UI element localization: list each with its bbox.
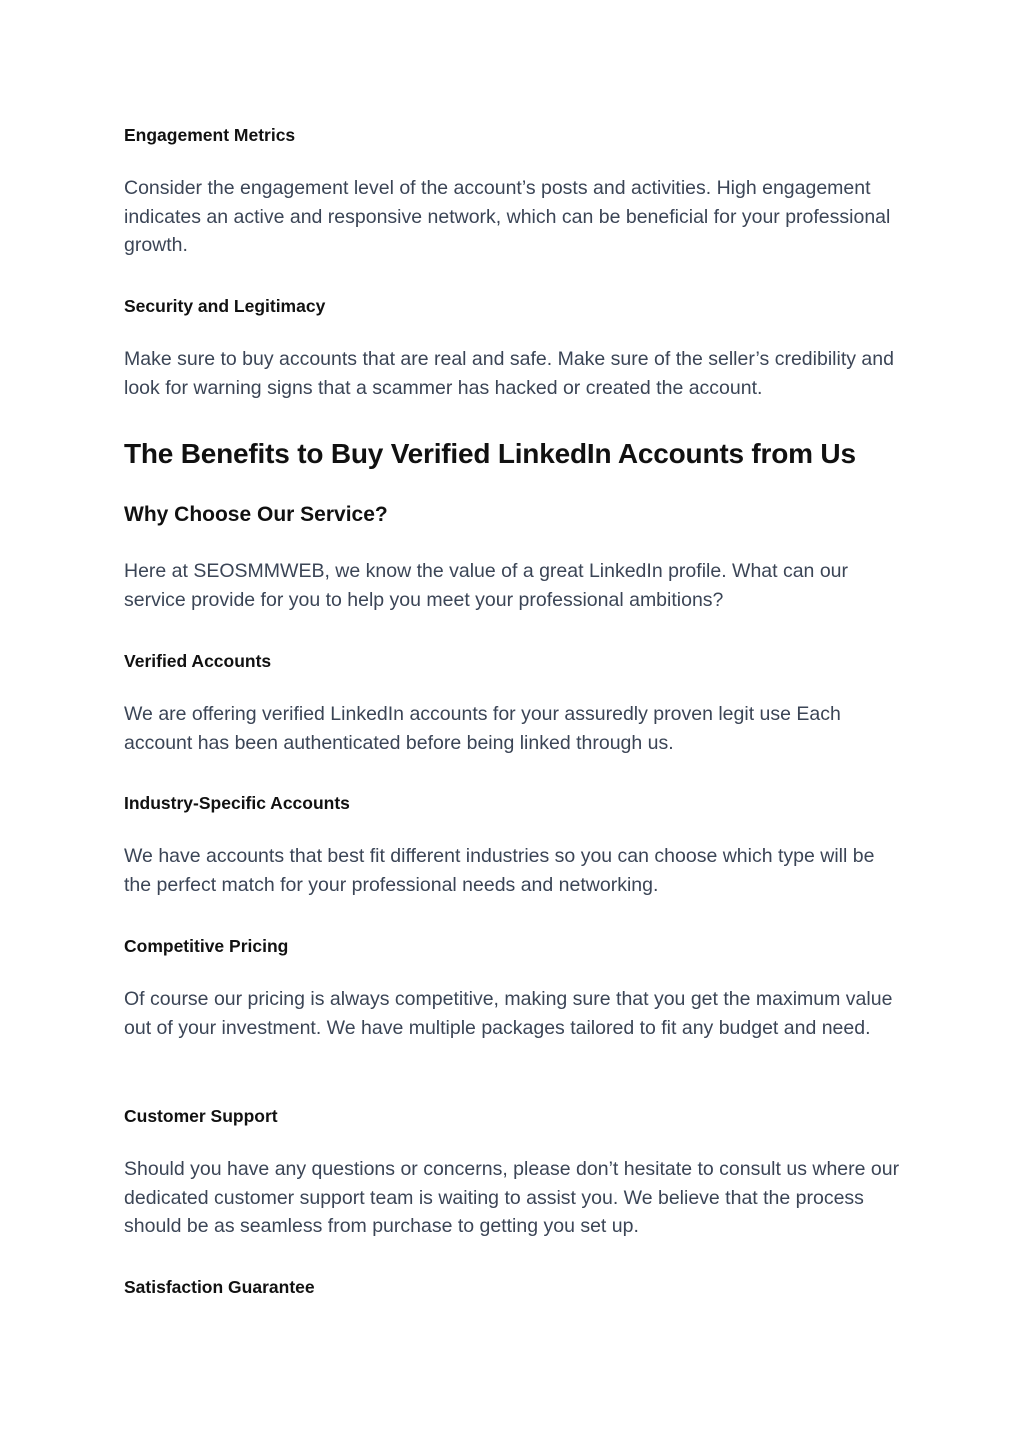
verified-accounts-heading: Verified Accounts (124, 651, 272, 671)
engagement-metrics-heading: Engagement Metrics (124, 125, 296, 145)
industry-accounts-paragraph: We have accounts that best fit different industries so you can choose which type will be the perfect match for your professional needs and networking. (124, 845, 875, 896)
verified-accounts-paragraph: We are offering verified LinkedIn accounts for your assuredly proven legit use Each account has been authenticated before being linked through us. (124, 703, 841, 754)
customer-support-paragraph: Should you have any questions or concerns, please don’t hesitate to consult us where our dedicated customer support team is waiting to assist you. We believe that the process should be as seamless from purchase to getting you set up. (124, 1158, 900, 1237)
satisfaction-guarantee-heading: Satisfaction Guarantee (124, 1277, 315, 1297)
competitive-pricing-heading: Competitive Pricing (124, 936, 289, 956)
benefits-heading: The Benefits to Buy Verified LinkedIn Accounts from Us (124, 438, 856, 469)
customer-support-heading: Customer Support (124, 1106, 278, 1126)
competitive-pricing-paragraph: Of course our pricing is always competitive, making sure that you get the maximum value out of your investment. We have multiple packages tailored to fit any budget and need. (124, 988, 893, 1039)
security-legitimacy-heading: Security and Legitimacy (124, 296, 326, 316)
engagement-metrics-paragraph: Consider the engagement level of the account’s posts and activities. High engagement indicates an active and responsive network, which can be beneficial for your professional growth. (124, 177, 891, 256)
why-choose-heading: Why Choose Our Service? (124, 503, 388, 526)
industry-accounts-heading: Industry-Specific Accounts (124, 793, 350, 813)
why-choose-paragraph: Here at SEOSMMWEB, we know the value of a great LinkedIn profile. What can our service provide for you to help you meet your professional ambitions? (124, 560, 849, 611)
security-legitimacy-paragraph: Make sure to buy accounts that are real and safe. Make sure of the seller’s credibility and look for warning signs that a scammer has hacked or created the account. (124, 348, 894, 399)
